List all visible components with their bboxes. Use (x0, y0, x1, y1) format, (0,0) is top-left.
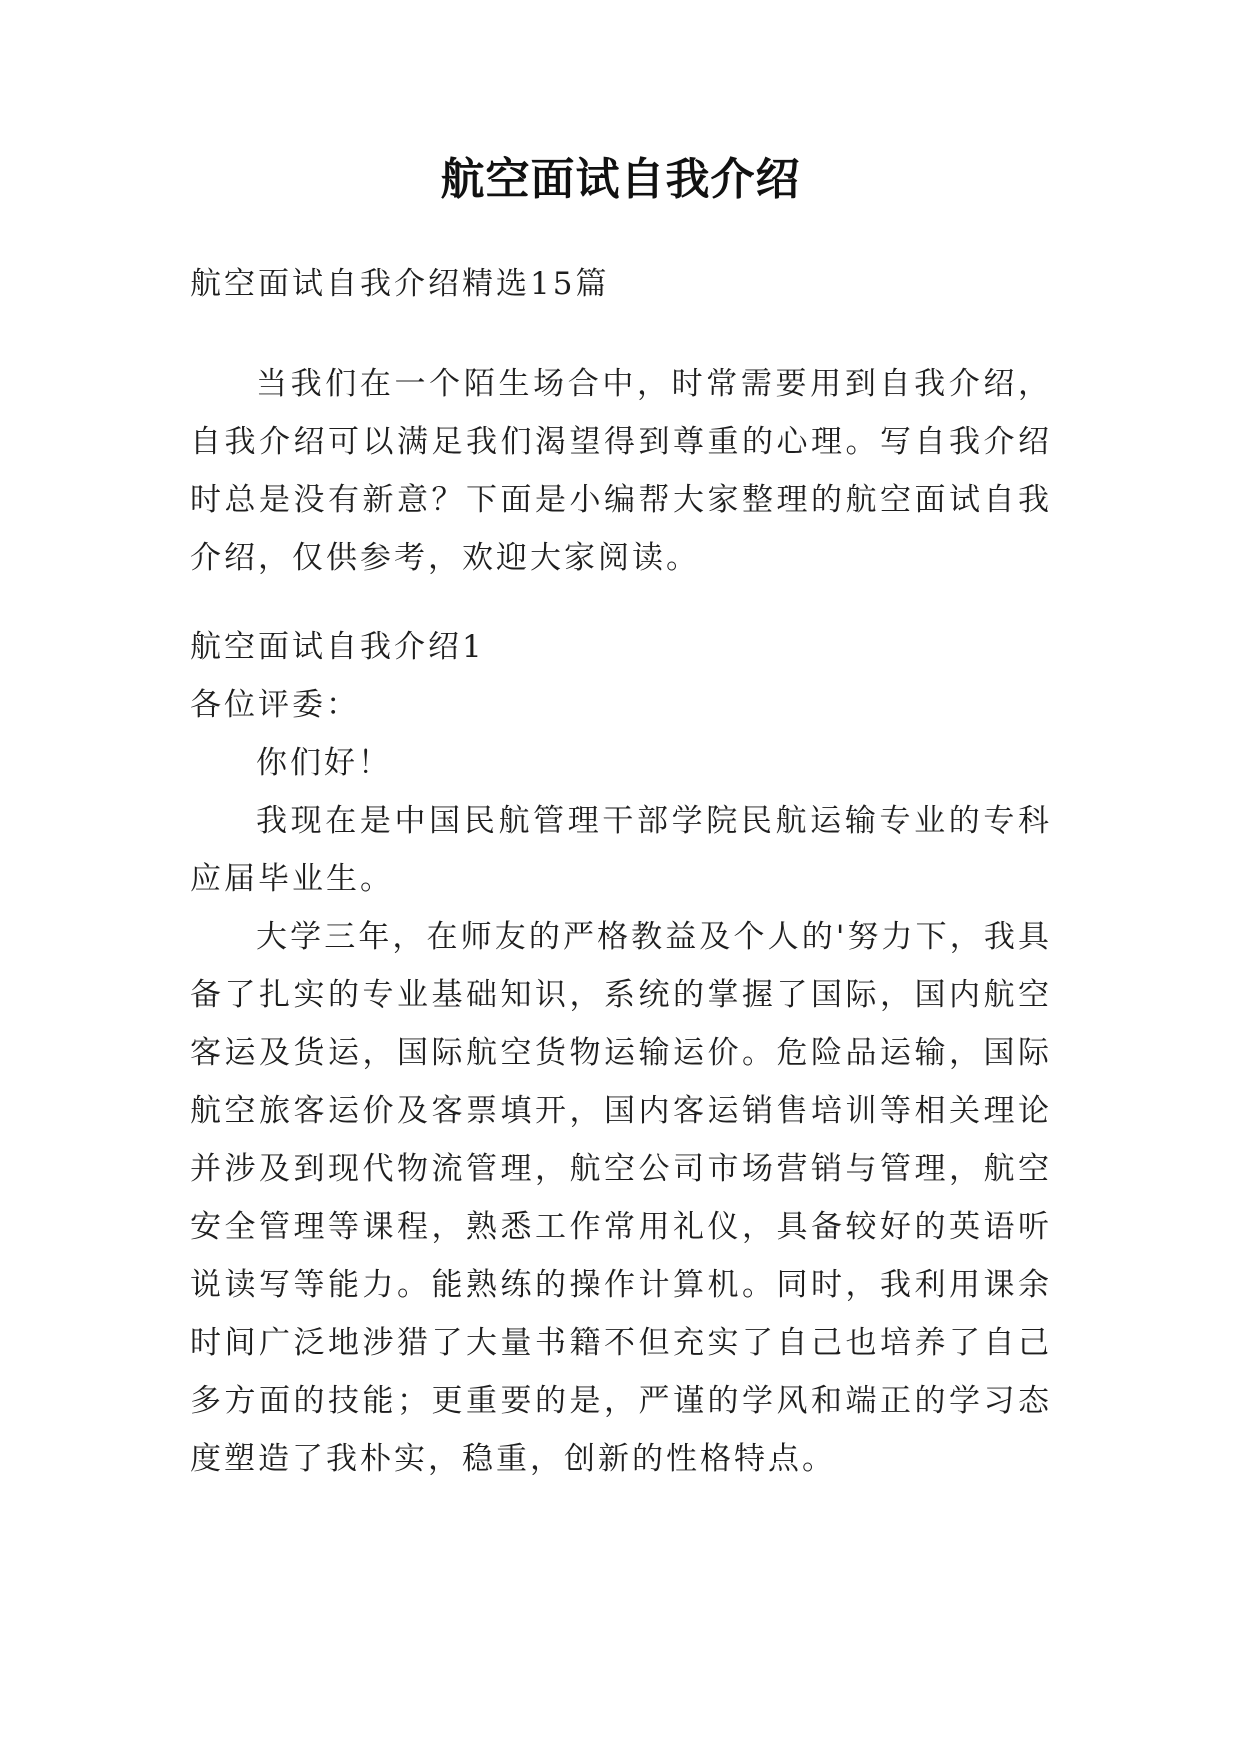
salutation: 各位评委： (190, 687, 360, 723)
intro-paragraph: 当我们在一个陌生场合中，时常需要用到自我介绍，自我介绍可以满足我们渴望得到尊重的心理。写自我介绍时总是没有新意？下面是小编帮大家整理的航空面试自我介绍，仅供参考，欢迎大家阅读。 (190, 366, 1052, 576)
document-title: 航空面试自我介绍 (440, 154, 801, 205)
body-paragraph-1: 我现在是中国民航管理干部学院民航运输专业的专科应届毕业生。 (190, 803, 1052, 897)
greeting: 你们好！ (256, 745, 392, 781)
section-heading: 航空面试自我介绍1 (190, 629, 485, 665)
body-paragraph-2: 大学三年，在师友的严格教益及个人的'努力下，我具备了扎实的专业基础知识，系统的掌握了国际，国内航空客运及货运，国际航空货物运输运价。危险品运输，国际航空旅客运价及客票填开，国内客运销售培训等相关理论并涉及到现代物流管理，航空公司市场营销与管理，航空安全管理等课程，熟悉工作常用礼仪，具备较好的英语听说读写等能力。能熟练的操作计算机。同时，我利用课余时间广泛地涉猎了大量书籍不但充实了自己也培养了自己多方面的技能；更重要的是，严谨的学风和端正的学习态度塑造了我朴实，稳重，创新的性格特点。 (190, 919, 1052, 1477)
document-subtitle: 航空面试自我介绍精选15篇 (190, 266, 610, 302)
